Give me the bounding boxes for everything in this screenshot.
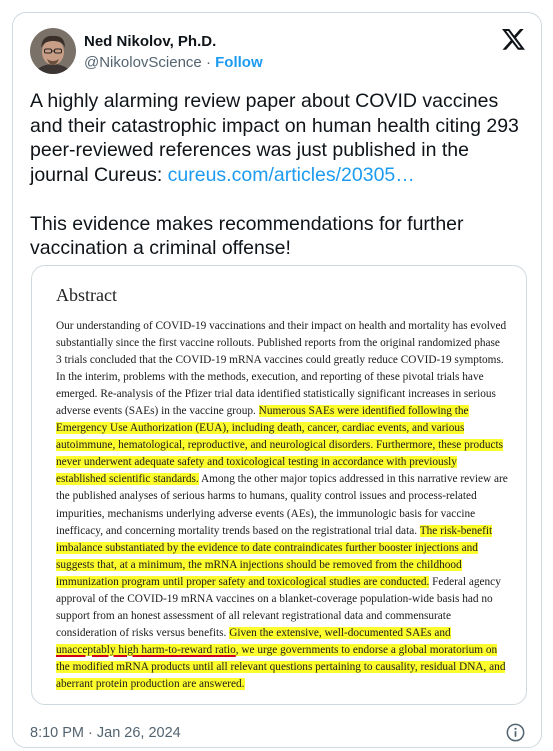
abstract-highlight-2: The risk-benefit imbalance substantiated by the evidence to date contraindicates further booster injections and suggests that, at a minimum, the mRNA injections should be removed from the childhood immunization program until proper safety and toxicological studies are conducted. — [56, 524, 493, 588]
abstract-segment-2: Among the other major topics addressed in this narrative review are the published analyses of serious harms to humans, quality control issues and process-related impurities, mechanisms underlying adverse events (AEs), the immunologic basis for vaccine inefficacy, and concerning mortality trends based on the registrational trial data. — [56, 473, 508, 537]
tweet-card — [12, 12, 542, 748]
tweet-paragraph-1 — [30, 89, 530, 187]
abstract-heading: Abstract — [56, 285, 117, 305]
tweet-text-part-1: A highly alarming review paper about COVID vaccines and their catastrophic impact on human health citing 293 peer-reviewed references was just published in the journal Cureus: — [30, 90, 519, 186]
tweet-timestamp[interactable] — [30, 725, 181, 741]
abstract-segment-1: Our understanding of COVID-19 vaccinations and their impact on health and mortality has evolved substantially since the first vaccine rollouts. Published reports from the original randomized phase 3 trials concluded that the COVID-19 mRNA vaccines could greatly reduce COVID-19 symptoms. In the interim, problems with the methods, execution, and reporting of these pivotal trials have emerged. Re-analysis of the Pfizer trial data identified statistically significant increases in serious adverse events (SAEs) in the vaccine group. — [56, 320, 507, 418]
handle-separator: · — [201, 54, 216, 71]
x-logo-icon[interactable] — [502, 29, 525, 51]
author-handle-line — [84, 54, 263, 71]
abstract-body — [56, 318, 508, 693]
article-link[interactable]: cureus.com/articles/20305… — [167, 163, 415, 186]
tweet-text — [30, 89, 530, 261]
abstract-underlined-phrase: unacceptably high harm-to-reward ratio — [56, 643, 236, 656]
abstract-highlight-1: Numerous SAEs were identified following the Emergency Use Authorization (EUA), including death, cancer, cardiac events, and various autoimmune, hematological, reproductive, and neurological disorders. Furthermore, these products never underwent adequate safety and toxicological testing in accordance with previously established scientific standards. — [56, 405, 504, 486]
abstract-highlight-3b: , we urge governments to endorse a global moratorium on the modified mRNA products until all relevant questions pertaining to causality, residual DNA, and aberrant protein production are answered. — [56, 643, 506, 690]
follow-button[interactable]: Follow — [215, 54, 263, 71]
tweet-paragraph-2: This evidence makes recommendations for further vaccination a criminal offense! — [30, 212, 464, 259]
avatar-photo — [30, 28, 76, 74]
abstract-highlight-3a: Given the extensive, well-documented SAEs and — [229, 626, 451, 639]
timestamp-separator: · — [84, 725, 97, 741]
tweet-date: Jan 26, 2024 — [96, 725, 181, 741]
author-name[interactable]: Ned Nikolov, Ph.D. — [84, 33, 217, 50]
author-handle[interactable]: @NikolovScience — [84, 54, 202, 71]
tweet-time: 8:10 PM — [30, 725, 84, 741]
info-icon[interactable] — [506, 723, 525, 742]
paragraph-gap — [30, 187, 530, 212]
avatar[interactable] — [30, 28, 76, 74]
abstract-image[interactable] — [31, 265, 527, 705]
abstract-segment-3: Federal agency approval of the COVID-19 mRNA vaccines on a blanket-coverage population-wide basis had no support from an honest assessment of all relevant registrational data and commensurate consideration of risks versus benefits. — [56, 575, 501, 639]
